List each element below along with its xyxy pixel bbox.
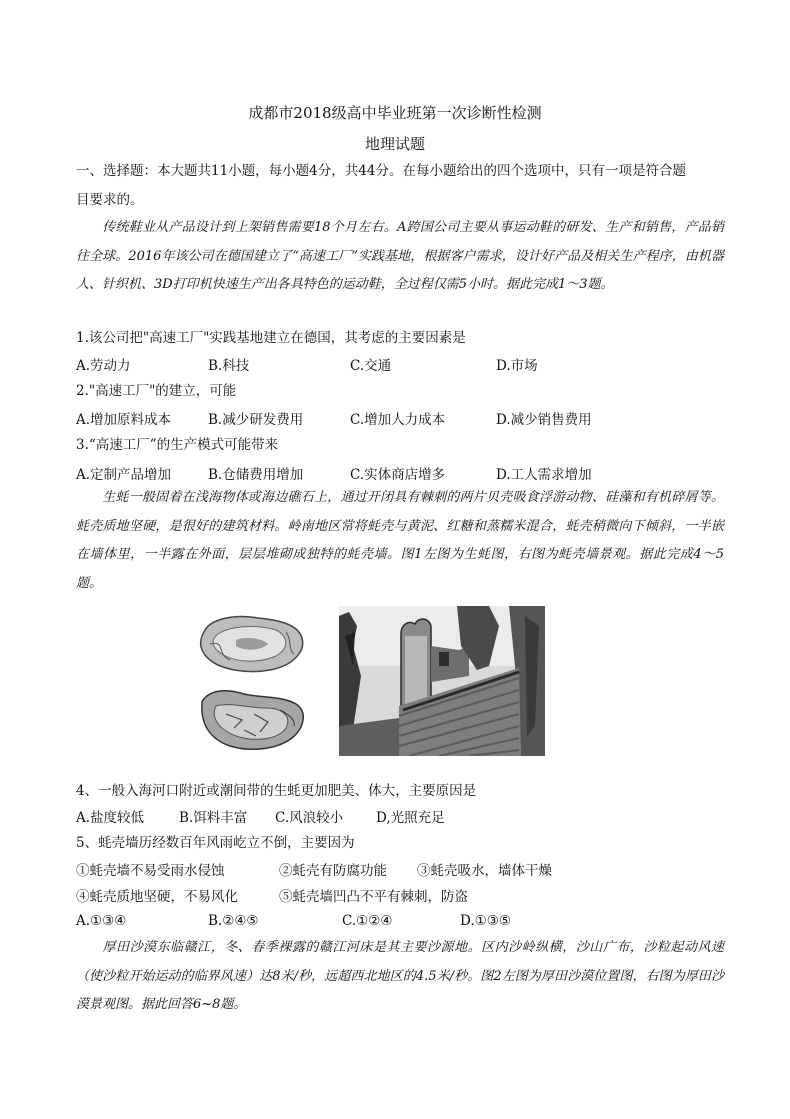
question-1-options bbox=[76, 354, 726, 374]
question-2-stem: 2."高速工厂"的建立，可能 bbox=[76, 383, 237, 399]
q5-item-3: ③蚝壳吸水，墙体干燥 bbox=[417, 863, 552, 879]
q5-option-a: A.①③④ bbox=[76, 913, 127, 929]
q5-item-2: ②蚝壳有防腐功能 bbox=[279, 863, 387, 879]
q1-option-a: A.劳动力 bbox=[76, 358, 131, 374]
q2-option-a: A.增加原料成本 bbox=[76, 412, 172, 428]
q2-option-b: B.减少研发费用 bbox=[208, 412, 304, 428]
passage-1 bbox=[76, 214, 724, 300]
passage-3-text: 厚田沙漠东临赣江，冬、春季裸露的赣江河床是其主要沙源地。区内沙岭纵横，沙山广布，沙粒起动风速（使沙粒开始运动的临界风速）达8米/秒，远超西北地区的4.5米/秒。图2左图为厚田沙漠位置图，右图为厚田沙漠景观图。据此回答6~8题。 bbox=[76, 940, 724, 1012]
passage-3 bbox=[76, 934, 724, 1020]
section-instruction-line2: 目要求的。 bbox=[76, 192, 144, 208]
q5-option-d: D.①③⑤ bbox=[460, 913, 511, 929]
question-5-stem: 5、蚝壳墙历经数百年风雨屹立不倒，主要因为 bbox=[76, 835, 355, 851]
q4-option-b: B.饵料丰富 bbox=[179, 810, 248, 826]
subject-title: 地理试题 bbox=[364, 135, 425, 153]
q5-item-4: ④蚝壳质地坚硬，不易风化 bbox=[76, 889, 238, 905]
q3-option-a: A.定制产品增加 bbox=[76, 467, 172, 483]
q1-option-b: B.科技 bbox=[208, 358, 250, 374]
question-5-options bbox=[76, 913, 726, 933]
q2-option-d: D.减少销售费用 bbox=[496, 412, 592, 428]
q1-option-d: D.市场 bbox=[496, 358, 538, 374]
question-4-stem: 4、一般入海河口附近或潮间带的生蚝更加肥美、体大，主要原因是 bbox=[76, 783, 477, 799]
question-2-options bbox=[76, 408, 726, 428]
q2-option-c: C.增加人力成本 bbox=[350, 412, 446, 428]
section-instruction-line1: 一、选择题：本大题共11小题，每小题4分，共44分。在每小题给出的四个选项中，只有一项是符合题 bbox=[76, 163, 686, 179]
question-4-options bbox=[76, 806, 726, 826]
passage-1-text: 传统鞋业从产品设计到上架销售需要18个月左右。A跨国公司主要从事运动鞋的研发、生产和销售，产品销往全球。2016年该公司在德国建立了“高速工厂”实践基地，根据客户需求，设计好产品及相关生产程序，由机器人、针织机、3D打印机快速生产出各具特色的运动鞋，全过程仅需5小时。据此完成1～3题。 bbox=[76, 220, 724, 292]
question-3-options bbox=[76, 463, 726, 483]
question-5-items-row2 bbox=[76, 885, 726, 905]
passage-2 bbox=[76, 484, 724, 598]
passage-2-text: 生蚝一般固着在浅海物体或海边礁石上，通过开闭具有棘刺的两片贝壳吸食浮游动物、硅藻和有机碎屑等。蚝壳质地坚硬，是很好的建筑材料。岭南地区常将蚝壳与黄泥、红糖和蒸糯米混合，蚝壳稍微向下倾斜，一半嵌在墙体里，一半露在外面，层层堆砌成独特的蚝壳墙。图1左图为生蚝图，右图为蚝壳墙景观。据此完成4～5题。 bbox=[76, 490, 724, 591]
question-3-stem: 3.“高速工厂”的生产模式可能带来 bbox=[76, 437, 279, 453]
question-1-stem: 1.该公司把"高速工厂"实践基地建立在德国，其考虑的主要因素是 bbox=[76, 330, 466, 346]
q4-option-a: A.盐度较低 bbox=[76, 810, 145, 826]
exam-title: 成都市2018级高中毕业班第一次诊断性检测 bbox=[248, 104, 542, 122]
q3-option-d: D.工人需求增加 bbox=[496, 467, 592, 483]
q1-option-c: C.交通 bbox=[350, 358, 392, 374]
oyster-illustration bbox=[196, 610, 314, 758]
q5-option-b: B.②④⑤ bbox=[208, 913, 259, 929]
q5-item-5: ⑤蚝壳墙凹凸不平有棘刺，防盗 bbox=[279, 889, 468, 905]
oyster-shell-bottom bbox=[202, 691, 303, 750]
q4-option-c: C.风浪较小 bbox=[275, 810, 344, 826]
q3-option-c: C.实体商店增多 bbox=[350, 467, 446, 483]
q5-option-c: C.①②④ bbox=[342, 913, 393, 929]
q3-option-b: B.仓储费用增加 bbox=[208, 467, 304, 483]
question-5-items-row1 bbox=[76, 859, 726, 879]
q4-option-d: D,光照充足 bbox=[376, 810, 445, 826]
q5-item-1: ①蚝壳墙不易受雨水侵蚀 bbox=[76, 863, 225, 879]
oyster-wall-photo bbox=[339, 606, 545, 756]
oyster-shell-top bbox=[201, 617, 303, 672]
